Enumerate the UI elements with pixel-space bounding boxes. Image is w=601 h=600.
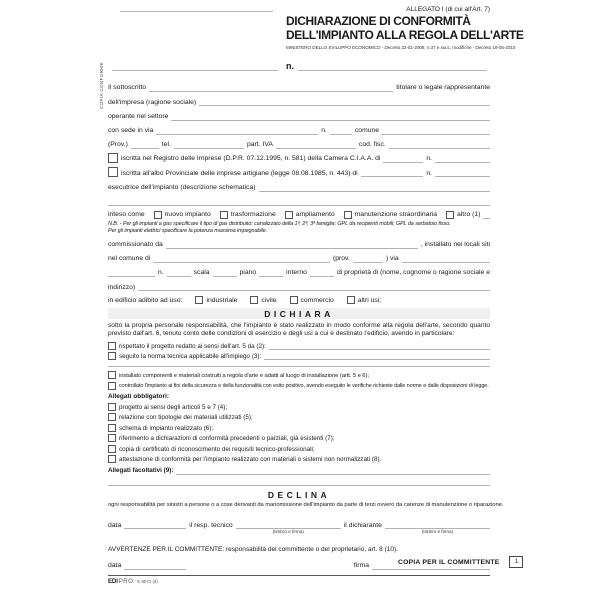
scala-field[interactable] [213,275,237,277]
dichiarante-label: il dichiarante [343,521,382,529]
indirizzo-label: indirizzo) [108,283,136,291]
allegato-item-schema [108,424,490,432]
esecutrice-field-continuation[interactable] [108,204,490,206]
form-body [108,78,504,586]
controllato-impianto-checkbox[interactable] [108,382,116,390]
allegato-relazione-label: relazione con tipologie dei materiali utilizzati (5); [119,414,253,422]
nuovo-impianto-label: nuovo impianto [164,210,211,218]
codfisc-label: cod. fisc. [358,141,386,149]
tipo-label: inteso come [108,210,145,218]
altri-usi-label: altri usi; [357,296,382,304]
row-civico-scala [108,263,490,277]
row-installato-componenti [108,371,490,379]
piano-label: piano [239,269,257,277]
row-tipo-impianto [108,206,490,219]
manutenzione-checkbox[interactable] [344,211,352,219]
titolare-label: titolare o legale rappresentante [396,84,490,92]
header-blank-line-top[interactable] [120,11,273,12]
albo-di-field[interactable] [361,175,424,177]
allegato-item-relazione [108,413,490,421]
sede-n-field[interactable] [330,133,352,135]
via-field-continuation[interactable] [108,275,155,277]
controllato-impianto-label: controllato l'impianto ai fini della sicurezza e della funzionalità con esito positivo, avendo eseguito le verifiche richieste dalle norme e dalle disposizioni di legge. [119,383,489,390]
civico-label: n. [157,269,164,277]
allegato-progetto-label: progetto ai sensi degli articoli 5 e 7 (4); [119,403,228,411]
row-albo-artigiane [108,163,490,177]
row-impresa [108,92,490,106]
industriale-label: industriale [206,296,238,304]
prov-field[interactable] [131,147,159,149]
sede-via-field[interactable] [156,133,318,135]
allegato-attestazione-label: attestazione di conformità per l'impianto realizzato con materiali o sistemi non normalizzati (8). [119,456,382,464]
row-sede [108,121,490,135]
installato-locali-label: , installato nei locali siti [420,241,490,249]
installato-componenti-checkbox[interactable] [108,371,116,379]
footer-divider [108,575,490,576]
committente-firma-label: firma [353,562,369,570]
sottoscritto-label: Il sottoscritto [108,84,147,92]
publisher-brand-bold: EDI [108,578,118,586]
proprieta-label: di proprietà di (nome, cognome o ragione sociale e [336,269,490,277]
form-title [286,14,523,42]
nuovo-impianto-checkbox[interactable] [154,211,162,219]
sede-n-label: n. [321,126,327,134]
industriale-checkbox[interactable] [195,296,203,304]
nel-comune-label: nel comune di [108,255,151,263]
ministry-decree-line: MINISTERO DELLO SVILUPPO ECONOMICO - Decreto 22-01-2008, n.37 e succ. modifiche - Decreto 19-05-2010 [286,45,516,50]
ampliamento-checkbox[interactable] [285,211,293,219]
civico-field[interactable] [167,275,191,277]
comune-label: comune [354,126,380,134]
civile-checkbox[interactable] [250,296,258,304]
allegati-facoltativi-continuation[interactable] [108,484,490,486]
esecutrice-label: esecutrice dell'impianto (descrizione schematica) [108,183,256,191]
trasformazione-label: trasformazione [230,210,276,218]
row-settore [108,106,490,120]
row-sottoscritto [108,78,490,92]
nota-bene-line2: Per gli impianti elettrici specificare la potenza massima impegnabile. [108,227,267,234]
row-esecutrice-continuation [108,192,490,206]
resp-tecnico-signature [236,527,341,535]
allegato-attestazione-checkbox[interactable] [108,455,116,463]
allegato-schema-checkbox[interactable] [108,424,116,432]
via-label: ) via [385,255,399,263]
committente-data-field[interactable] [124,568,186,570]
allegato-relazione-checkbox[interactable] [108,413,116,421]
commissionato-label: commissionato da [108,241,163,249]
resp-tecnico-label: il resp. tecnico [189,521,233,529]
esecutrice-field[interactable] [259,190,491,192]
settore-label: operante nel settore [108,112,169,120]
codfisc-field[interactable] [389,147,490,149]
altri-usi-checkbox[interactable] [347,296,355,304]
committente-data-label: data [108,562,122,570]
registro-imprese-label: iscritta nel Registro delle Imprese (D.P.R. 07.12.1995, n. 581) della Camera C.I.A.A. di [121,155,381,163]
row-recapiti [108,135,490,149]
allegato-riferimento-label: riferimento a dichiarazioni di conformità precedenti o parziali, già esistenti (7); [119,435,335,443]
rispettato-progetto-field[interactable] [269,348,490,350]
allegato-item-copia-certificato [108,445,490,453]
allegato-progetto-checkbox[interactable] [108,403,116,411]
ampliamento-label: ampliamento [295,210,335,218]
rispettato-progetto-checkbox[interactable] [108,342,116,350]
interno-field[interactable] [310,275,334,277]
dichiarante-signature [385,527,490,535]
allegati-facoltativi-field[interactable] [176,473,490,475]
resp-tecnico-caption: (timbro e firma) [272,529,304,535]
via-field[interactable] [402,261,490,263]
dichiara-intro: sotto la propria personale responsabilità, che l'impianto è stato realizzato in modo conforme alla regola dell'arte, secondo quanto previsto dall'art. 6, tenuto conto delle condizioni di esercizio e degli usi a cui è destinato l'edificio, avendo in particolare: [108,321,490,338]
committente-firma-field[interactable] [372,568,490,570]
norma-tecnica-field[interactable] [264,358,490,360]
comune-field[interactable] [382,133,490,135]
norma-tecnica-checkbox[interactable] [108,352,116,360]
avvertenze-committente: AVVERTENZE PER IL COMMITTENTE: responsabilità del committente o del proprietario, art. 8 (10). [108,546,398,554]
allegato-item-attestazione [108,455,490,463]
row-controllato-impianto [108,382,490,390]
manutenzione-label: manutenzione straordinaria [354,210,438,218]
prov-label: (Prov.) [108,141,128,149]
registro-camera-field[interactable] [383,161,423,163]
row-rispettato-progetto [108,342,490,350]
tel-label: tel. [161,141,171,149]
trasformazione-checkbox[interactable] [220,211,228,219]
prov-open-label: (prov. [332,255,350,263]
dichiara-heading: DICHIARA [108,308,490,319]
row-commissionato [108,235,490,249]
comune-impianto-field[interactable] [153,261,330,263]
declaration-number-field[interactable] [298,70,487,71]
commercio-checkbox[interactable] [290,296,298,304]
data-field[interactable] [124,527,186,529]
rispettato-progetto-label: rispettato il progetto redatto ai sensi dell'art. 5 da (2): [119,342,266,350]
piva-field[interactable] [276,147,356,149]
albo-artigiane-checkbox[interactable] [108,167,118,177]
declina-heading: DECLINA [267,489,331,500]
installato-componenti-label: installato componenti e materiali costruiti a regola d'arte e adatti al luogo di installazione (artt. 5 e 6); [119,372,369,379]
albo-n-label: n. [426,169,432,177]
copy-number-box: 1 [509,556,523,568]
row-esecutrice [108,177,490,191]
publisher-brand [108,579,490,585]
interno-label: interno [286,269,307,277]
copy-designation [398,556,523,568]
allegati-obbligatori-heading: Allegati obbligatori: [108,392,170,400]
allegati-facoltativi-label: Allegati facoltativi (9): [108,467,174,475]
settore-field[interactable] [171,119,490,121]
nota-bene [108,221,490,235]
declaration-number-label: n. [286,61,294,71]
declina-text: ogni responsabilità per sinistri a persone o a cose derivanti da manomissione dell'impianto da parte di terzi ovvero da carenze di manutenzione o riparazione. [108,501,504,508]
allegato-reference: ALLEGATO I (di cui all'Art. 7) [406,6,490,13]
impresa-field[interactable] [199,104,490,106]
allegato-riferimento-checkbox[interactable] [108,434,116,442]
altro-checkbox[interactable] [446,211,454,219]
allegato-item-riferimento [108,434,490,442]
impresa-label: dell'impresa (ragione sociale) [108,98,197,106]
form-title-line1: DICHIARAZIONE DI CONFORMITÀ [286,14,471,28]
piva-label: part. IVA [246,141,273,149]
form-title-line2: DELL'IMPIANTO ALLA REGOLA DELL'ARTE [286,28,524,42]
altro-field[interactable] [483,217,490,219]
commissionato-field[interactable] [166,247,418,249]
row-allegati-facoltativi [108,468,490,474]
allegato-copia-certificato-label: copia di certificato di riconoscimento dei requisiti tecnico-professionali; [119,445,315,453]
sede-label: con sede in via [108,126,154,134]
allegato-schema-label: schema di impianto realizzato (6); [119,424,214,432]
norma-tecnica-label: seguito la norma tecnica applicabile all'impiego (3): [119,353,262,361]
prov-impianto-field[interactable] [353,261,383,263]
altro-label: altro (1) [457,210,481,218]
row-registro-imprese [108,149,490,163]
publisher-brand-light: PRO [118,578,134,586]
allegato-item-progetto [108,403,490,411]
albo-artigiane-label: iscritta all'albo Provinciale delle imprese artigiane (legge 08.08.1985, n. 443) di [121,169,358,177]
commercio-label: commercio [300,296,334,304]
sottoscritto-field[interactable] [149,90,393,92]
albo-n-field[interactable] [435,175,490,177]
copy-type-side-label: COPIA CONFORME [99,62,104,109]
row-norma-tecnica [108,352,490,360]
registro-imprese-checkbox[interactable] [108,153,118,163]
publisher-form-code: E 9071 (d) [137,579,158,585]
allegato-copia-certificato-checkbox[interactable] [108,445,116,453]
dichiarante-caption: (timbro e firma) [421,529,454,535]
copy-designation-label: COPIA PER IL COMMITTENTE [398,558,500,566]
piano-field[interactable] [259,275,283,277]
row-uso-edificio [108,291,490,304]
registro-n-field[interactable] [435,161,490,163]
indirizzo-field[interactable] [138,289,490,291]
civile-label: civile [261,296,277,304]
row-comune-impianto [108,249,490,263]
scala-label: scala [193,269,210,277]
row-indirizzo-proprietario [108,277,490,291]
nota-bene-line1: N.B. - Per gli impianti a gas specificare il tipo di gas distribuito: canalizzato della 1ª, 2ª, 3ª famiglia; GPL da recipienti mobili; GPL da serbatoio fisso. [108,220,451,227]
tel-field[interactable] [174,147,244,149]
row-firme [108,523,490,536]
data-label: data [108,521,122,529]
registro-n-label: n. [426,155,432,163]
header-blank-line-left[interactable] [112,70,278,71]
norma-tecnica-field-continuation[interactable] [108,365,490,367]
uso-label: in edificio adibito ad uso: [108,296,183,304]
